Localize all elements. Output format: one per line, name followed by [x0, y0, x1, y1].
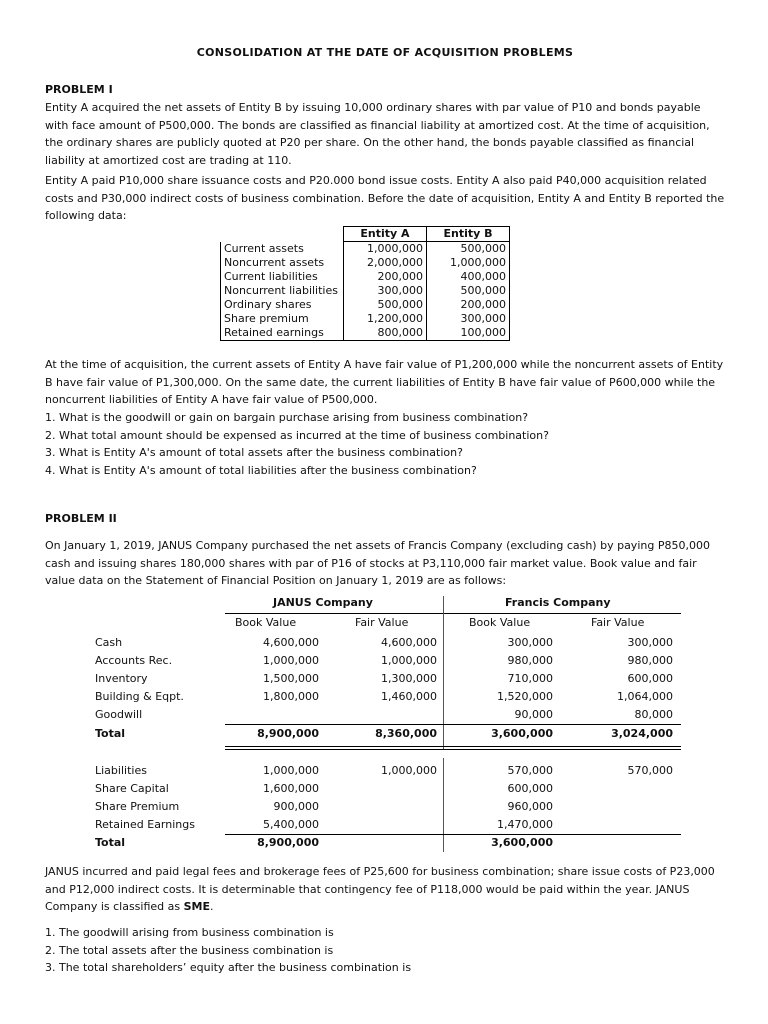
- janus-book-value: 1,500,000: [263, 672, 319, 685]
- francis-book-value: 1,470,000: [497, 818, 553, 831]
- janus-fair-value: 4,600,000: [381, 636, 437, 649]
- row-label: Current assets: [221, 242, 344, 257]
- janus-book-value: 1,000,000: [263, 654, 319, 667]
- francis-book-value: 90,000: [514, 708, 553, 721]
- francis-fair-value: 570,000: [627, 764, 673, 777]
- table-row: [45, 818, 725, 835]
- janus-book-value: 5,400,000: [263, 818, 319, 831]
- problem2-heading: PROBLEM II: [45, 512, 117, 525]
- problem2-questions: [45, 924, 725, 977]
- francis-book-total: 3,600,000: [491, 727, 553, 740]
- row-label: Share premium: [221, 312, 344, 326]
- janus-book-total: 8,900,000: [257, 727, 319, 740]
- janus-book-value: 1,000,000: [263, 764, 319, 777]
- entity-a-value: 1,200,000: [344, 312, 427, 326]
- question-item: 1. The goodwill arising from business combination is: [45, 926, 334, 939]
- question-item: 4. What is Entity A's amount of total liabilities after the business combination?: [45, 463, 477, 477]
- row-label: Noncurrent liabilities: [221, 284, 344, 298]
- row-label: Liabilities: [95, 764, 147, 777]
- divider: [225, 613, 443, 614]
- table-row: [45, 636, 725, 653]
- question-item: 1. What is the goodwill or gain on bargain purchase arising from business combination?: [45, 411, 529, 424]
- problem1-paragraph-3: At the time of acquisition, the current assets of Entity A have fair value of P1,200,000 while the noncurrent assets of Entity B have fair value of P1,300,000. On the same date, the current liabilities of Entity B have fair value of P600,000 while the noncurrent liabilities of Entity A have fair value of P500,000.: [45, 358, 724, 406]
- janus-book-value: 1,800,000: [263, 690, 319, 703]
- row-label: Share Capital: [95, 782, 169, 795]
- francis-book-value: 600,000: [507, 782, 553, 795]
- francis-fair-value: 80,000: [634, 708, 673, 721]
- document-title: CONSOLIDATION AT THE DATE OF ACQUISITION PROBLEMS: [196, 46, 574, 59]
- row-label: Noncurrent assets: [221, 256, 344, 270]
- row-label: Share Premium: [95, 800, 180, 813]
- francis-book-total: 3,600,000: [491, 836, 553, 849]
- janus-book-total: 8,900,000: [257, 836, 319, 849]
- table-row: [221, 284, 510, 298]
- row-label: Retained Earnings: [95, 818, 195, 831]
- row-label: Current liabilities: [221, 270, 344, 284]
- francis-fair-value: 980,000: [627, 654, 673, 667]
- janus-fair-value: 1,300,000: [381, 672, 437, 685]
- row-label: Building & Eqpt.: [95, 690, 184, 703]
- paragraph-end: .: [210, 900, 214, 913]
- entity-a-value: 2,000,000: [344, 256, 427, 270]
- row-label: Goodwill: [95, 708, 143, 721]
- entity-b-value: 300,000: [427, 312, 510, 326]
- emphasis-sme: SME: [183, 900, 211, 913]
- question-item: 3. The total shareholders’ equity after the business combination is: [45, 961, 412, 974]
- group-header-francis: Francis Company: [505, 596, 611, 609]
- header-entity-b: Entity B: [427, 227, 510, 242]
- francis-book-value: 710,000: [507, 672, 553, 685]
- divider: [225, 724, 681, 725]
- entity-b-value: 500,000: [427, 242, 510, 257]
- problem2-paragraph-1: On January 1, 2019, JANUS Company purchased the net assets of Francis Company (excluding cash) by paying P850,000 cash and issuing shares 180,000 shares with par of P16 of stocks at P3,110,000 fair market value. Book value and fair value data on the Statement of Financial Position on January 1, 2019 are as follows:: [45, 539, 710, 587]
- table-subheader: [45, 616, 725, 633]
- problem1-questions: [45, 409, 725, 479]
- table-row: [45, 782, 725, 799]
- table-row: [45, 764, 725, 781]
- table-row: [221, 312, 510, 326]
- janus-fair-value: 1,000,000: [381, 654, 437, 667]
- table-row: [45, 800, 725, 817]
- francis-fair-value: 600,000: [627, 672, 673, 685]
- subheader-fair-value: Fair Value: [591, 616, 645, 629]
- double-underline: [225, 746, 681, 747]
- janus-fair-value: 1,460,000: [381, 690, 437, 703]
- table-row: [45, 654, 725, 671]
- francis-book-value: 300,000: [507, 636, 553, 649]
- table-row: [221, 298, 510, 312]
- problem1-heading: PROBLEM I: [45, 83, 113, 96]
- francis-fair-total: 3,024,000: [611, 727, 673, 740]
- janus-book-value: 1,600,000: [263, 782, 319, 795]
- divider: [443, 613, 681, 614]
- entity-b-value: 200,000: [427, 298, 510, 312]
- asset-total-row: [45, 727, 725, 744]
- entity-b-value: 500,000: [427, 284, 510, 298]
- table-row: [221, 326, 510, 341]
- row-label: Inventory: [95, 672, 148, 685]
- francis-book-value: 980,000: [507, 654, 553, 667]
- table-group-header: [45, 596, 725, 613]
- question-item: 3. What is Entity A's amount of total assets after the business combination?: [45, 446, 463, 459]
- subheader-book-value: Book Value: [235, 616, 297, 629]
- table-row: [221, 242, 510, 257]
- entity-b-value: 400,000: [427, 270, 510, 284]
- row-label: Cash: [95, 636, 123, 649]
- entity-b-value: 100,000: [427, 326, 510, 341]
- janus-book-value: 900,000: [273, 800, 319, 813]
- problem1-table-header: [221, 227, 510, 242]
- question-item: 2. The total assets after the business combination is: [45, 943, 334, 957]
- francis-fair-value: 1,064,000: [617, 690, 673, 703]
- table-row: [221, 256, 510, 270]
- row-label: Retained earnings: [221, 326, 344, 341]
- row-label: Total: [95, 836, 126, 849]
- table-row: [221, 270, 510, 284]
- entity-a-value: 200,000: [344, 270, 427, 284]
- group-header-janus: JANUS Company: [273, 596, 373, 609]
- subheader-fair-value: Fair Value: [355, 616, 409, 629]
- table-row: [45, 708, 725, 725]
- janus-fair-value: 1,000,000: [381, 764, 437, 777]
- problem2-paragraph-2: [45, 863, 725, 916]
- row-label: Ordinary shares: [221, 298, 344, 312]
- table-row: [45, 672, 725, 689]
- janus-book-value: 4,600,000: [263, 636, 319, 649]
- paragraph-text: JANUS incurred and paid legal fees and brokerage fees of P25,600 for business combination; share issue costs of P23,000 and P12,000 indirect costs. It is determinable that contingency fee of P118,000 would be paid within the year. JANUS Company is classified as: [45, 865, 715, 913]
- double-underline: [225, 749, 681, 750]
- entity-a-value: 500,000: [344, 298, 427, 312]
- problem1-paragraph-2: Entity A paid P10,000 share issuance costs and P20.000 bond issue costs. Entity A also paid P40,000 acquisition related costs and P30,000 indirect costs of business combination. Before the date of acquisition, Entity A and Entity B reported the following data:: [45, 174, 725, 222]
- subheader-book-value: Book Value: [469, 616, 531, 629]
- francis-book-value: 960,000: [507, 800, 553, 813]
- table-row: [45, 690, 725, 707]
- entity-a-value: 300,000: [344, 284, 427, 298]
- row-label: Total: [95, 727, 126, 740]
- liability-total-row: [45, 836, 725, 853]
- row-label: Accounts Rec.: [95, 654, 173, 667]
- francis-book-value: 1,520,000: [497, 690, 553, 703]
- entity-a-value: 1,000,000: [344, 242, 427, 257]
- entity-b-value: 1,000,000: [427, 256, 510, 270]
- problem1-paragraph-1: Entity A acquired the net assets of Entity B by issuing 10,000 ordinary shares with par value of P10 and bonds payable with face amount of P500,000. The bonds are classified as financial liability at amortized cost. At the time of acquisition, the ordinary shares are publicly quoted at P20 per share. On the other hand, the bonds payable classified as financial liability at amortized cost are trading at 110.: [45, 101, 710, 167]
- divider: [225, 834, 681, 835]
- problem1-table: [220, 226, 510, 341]
- janus-fair-total: 8,360,000: [375, 727, 437, 740]
- question-item: 2. What total amount should be expensed as incurred at the time of business combination?: [45, 428, 549, 442]
- entity-a-value: 800,000: [344, 326, 427, 341]
- francis-fair-value: 300,000: [627, 636, 673, 649]
- header-entity-a: Entity A: [344, 227, 427, 242]
- francis-book-value: 570,000: [507, 764, 553, 777]
